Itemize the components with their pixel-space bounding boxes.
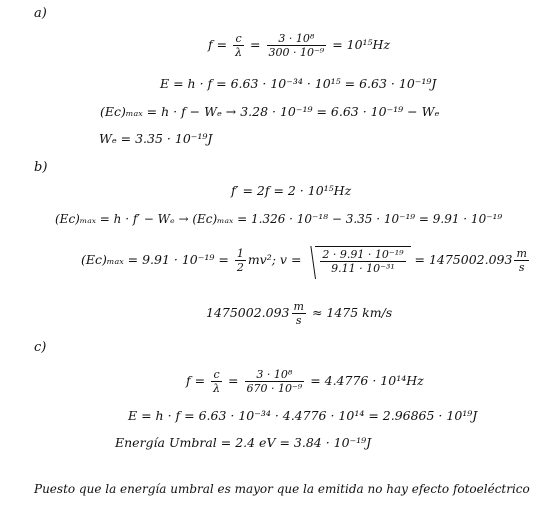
part-a-label: a): [34, 6, 47, 21]
b-half-den: 2: [236, 261, 244, 274]
b-velocity-value: = 1475002.093: [414, 252, 513, 267]
b-velocity-conversion: [206, 300, 392, 327]
a-den: 300 · 10⁻⁹: [268, 46, 325, 59]
a-num: 3 · 10⁸: [267, 32, 327, 46]
b-conv-unit-den: s: [295, 314, 302, 327]
a-kinetic-energy-equation: (Ec)ₘₐₓ = h · f − Wₑ → 3.28 · 10⁻¹⁹ = 6.63 · 10⁻¹⁹ − Wₑ: [100, 104, 440, 119]
b-kinetic-energy-equation: (Ec)ₘₐₓ = h · f′ − Wₑ → (Ec)ₘₐₓ = 1.326 · 10⁻¹⁸ − 3.35 · 10⁻¹⁹ = 9.91 · 10⁻¹⁹: [55, 212, 503, 226]
c-threshold-energy: Energía Umbral = 2.4 eV = 3.84 · 10⁻¹⁹J: [115, 435, 372, 450]
b-sqrt-fraction: [320, 248, 405, 275]
b-sqrt-num: 2 · 9.91 · 10⁻¹⁹: [322, 248, 404, 261]
c-frequency-result: = 4.4776 · 10¹⁴Hz: [310, 373, 424, 388]
b-sqrt-den: 9.11 · 10⁻³¹: [331, 262, 395, 275]
a-energy-equation: E = h · f = 6.63 · 10⁻³⁴ · 10¹⁵ = 6.63 · 10⁻¹⁹J: [160, 76, 437, 91]
b-ek-value: (Ec)ₘₐₓ = 9.91 · 10⁻¹⁹ =: [81, 252, 229, 267]
a-frequency-equation: [208, 32, 390, 59]
a-lambda-den: λ: [235, 46, 243, 59]
b-half-num: 1: [236, 247, 244, 260]
b-frequency-equation: f′ = 2f = 2 · 10¹⁵Hz: [231, 183, 352, 198]
b-conv-unit-num: m: [293, 300, 304, 313]
a-work-function-result: Wₑ = 3.35 · 10⁻¹⁹J: [99, 131, 213, 146]
b-unit-den: s: [518, 261, 525, 274]
b-velocity-equation: [81, 246, 531, 275]
b-half-fraction: [235, 247, 246, 274]
a-numeric-fraction: [267, 32, 327, 59]
a-equals: =: [250, 37, 261, 52]
a-c-over-lambda: [233, 32, 244, 59]
c-c-num: c: [211, 368, 222, 382]
c-den: 670 · 10⁻⁹: [246, 382, 303, 395]
c-frequency-lhs: f =: [186, 373, 206, 388]
c-equals: =: [228, 373, 239, 388]
b-square-root: [315, 246, 410, 275]
a-frequency-result: = 10¹⁵Hz: [332, 37, 391, 52]
c-lambda-den: λ: [213, 382, 221, 395]
c-frequency-equation: [186, 368, 424, 395]
c-numeric-fraction: [245, 368, 305, 395]
conclusion-text: Puesto que la energía umbral es mayor que la emitida no hay efecto fotoeléctrico: [34, 482, 530, 496]
c-c-over-lambda: [211, 368, 222, 395]
b-conv-unit: [292, 300, 306, 327]
c-num: 3 · 10⁸: [245, 368, 305, 382]
b-mv-squared: mv²; v =: [247, 252, 302, 267]
a-c-num: c: [233, 32, 244, 46]
b-unit-num: m: [516, 247, 527, 260]
part-c-label: c): [34, 340, 47, 355]
b-velocity-kms: ≈ 1475 km/s: [311, 305, 393, 320]
a-frequency-lhs: f =: [208, 37, 228, 52]
b-velocity-ms: 1475002.093: [206, 305, 290, 320]
part-b-label: b): [34, 160, 48, 175]
c-energy-equation: E = h · f = 6.63 · 10⁻³⁴ · 4.4776 · 10¹⁴ = 2.96865 · 10¹⁹J: [128, 408, 478, 423]
b-velocity-unit: [514, 247, 528, 274]
